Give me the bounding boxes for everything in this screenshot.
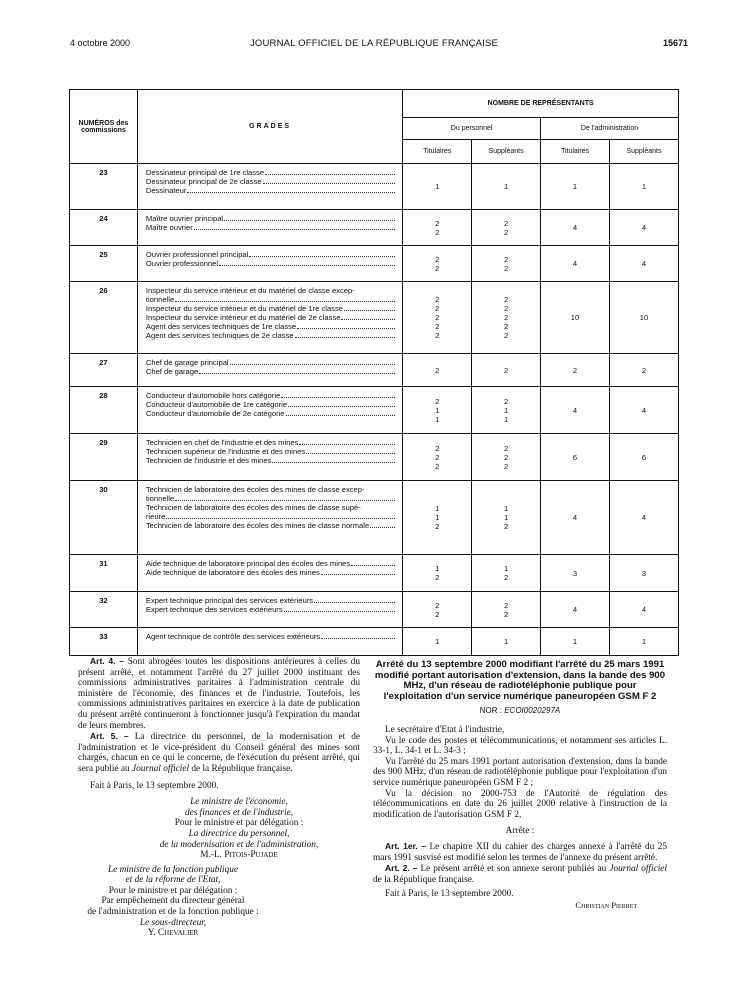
count-value: 2 — [503, 452, 509, 462]
journal-title: JOURNAL OFFICIEL DE LA RÉPUBLIQUE FRANÇAISE — [249, 38, 499, 49]
leader-dots — [314, 596, 395, 603]
art2-label: Art. 2. – — [385, 863, 418, 874]
art1-label: Art. 1er. – — [385, 840, 426, 851]
count-value: 2 — [503, 443, 509, 453]
grade-label: Expert technique des services extérieurs — [145, 605, 283, 614]
count-value: 2 — [503, 600, 509, 610]
commission-number: 31 — [70, 555, 138, 592]
grades-cell — [137, 354, 402, 387]
grade-line — [146, 409, 396, 418]
sig-line: Pour le ministre et par délégation : — [108, 885, 238, 896]
personnel-titulaires — [403, 434, 472, 481]
personnel-suppleants — [472, 210, 541, 246]
table-row — [70, 387, 679, 434]
commission-number: 33 — [70, 628, 138, 656]
count-value: 2 — [503, 227, 509, 237]
grade-line — [146, 259, 396, 268]
personnel-titulaires — [403, 592, 472, 628]
arrete-heading: Arrête : — [505, 826, 535, 837]
header-date: 4 octobre 2000 — [70, 38, 131, 48]
sig-line: Le ministre de l'économie, — [190, 797, 288, 808]
grade-line — [146, 632, 396, 641]
grade-line — [146, 400, 396, 409]
grade-label: Dessinateur — [145, 186, 187, 195]
art4-label: Art. 4. – — [90, 656, 124, 666]
grade-label: Technicien de laboratoire des écoles des mines de classe excep- — [145, 485, 365, 494]
grade-label: Technicien en chef de l'industrie et des mines — [145, 438, 299, 447]
leader-dots — [249, 250, 395, 257]
count-value: 2 — [435, 304, 440, 313]
personnel-suppleants — [472, 434, 541, 481]
leader-dots — [366, 485, 396, 492]
admin-titulaires: 3 — [541, 555, 610, 592]
commission-number: 23 — [70, 164, 138, 210]
personnel-titulaires — [403, 246, 472, 282]
admin-titulaires: 4 — [541, 592, 610, 628]
count-value: 2 — [435, 365, 440, 375]
commission-number: 25 — [70, 246, 138, 282]
commission-number: 28 — [70, 387, 138, 434]
admin-suppleants: 1 — [609, 164, 678, 210]
admin-titulaires: 4 — [541, 210, 610, 246]
nor-reference — [373, 706, 667, 717]
personnel-titulaires — [403, 628, 472, 656]
count-value: 2 — [503, 365, 509, 375]
leader-dots — [370, 521, 395, 528]
grade-line — [146, 447, 396, 456]
grades-cell — [137, 210, 402, 246]
leader-dots — [362, 503, 396, 510]
leader-dots — [284, 605, 396, 612]
leader-dots — [288, 400, 395, 407]
count-value: 2 — [503, 304, 509, 313]
personnel-titulaires — [403, 354, 472, 387]
leader-dots — [187, 186, 395, 193]
leader-dots — [341, 313, 395, 320]
grade-line — [146, 367, 396, 376]
personnel-titulaires — [403, 555, 472, 592]
grades-cell — [137, 164, 402, 210]
count-value: 1 — [503, 513, 509, 522]
grade-line — [146, 512, 396, 521]
art5-text-end: de la République française. — [191, 763, 293, 774]
grade-label: Ouvrier professionnel principal — [145, 250, 249, 259]
grade-label: Technicien de laboratoire des écoles des mines de classe normale — [145, 521, 370, 530]
header-du-personnel: Du personnel — [403, 118, 541, 140]
grade-label: tionnelle — [145, 494, 175, 503]
count-value: 1 — [435, 504, 440, 513]
header-de-administration: De l'administration — [541, 118, 679, 140]
leader-dots — [265, 168, 395, 175]
grade-label: Inspecteur du service intérieur et du matériel de 2e classe — [145, 313, 341, 322]
table-row — [70, 555, 679, 592]
grade-line — [146, 456, 396, 465]
left-column — [78, 656, 360, 939]
count-value: 2 — [435, 313, 440, 322]
leader-dots — [286, 409, 396, 416]
count-value: 2 — [503, 295, 509, 304]
count-value: 1 — [503, 637, 509, 646]
grade-line — [146, 485, 396, 494]
count-value: 2 — [503, 522, 509, 531]
sig-line: de l'administration et de la fonction publique : — [87, 907, 259, 918]
header-titulaires-admin: Titulaires — [541, 140, 610, 164]
leader-dots — [166, 512, 395, 519]
admin-suppleants: 10 — [609, 282, 678, 354]
leader-dots — [263, 177, 396, 184]
personnel-titulaires — [403, 481, 472, 555]
table-body — [70, 164, 679, 656]
admin-titulaires: 4 — [541, 481, 610, 555]
grade-label: Maître ouvrier principal — [145, 214, 224, 223]
table-row — [70, 628, 679, 656]
personnel-titulaires — [403, 282, 472, 354]
count-value: 1 — [503, 182, 509, 191]
personnel-suppleants — [472, 628, 541, 656]
grade-line — [146, 503, 396, 512]
grades-cell — [137, 246, 402, 282]
leader-dots — [230, 358, 396, 365]
count-value: 2 — [503, 263, 509, 273]
grade-line — [146, 295, 396, 304]
leader-dots — [224, 214, 395, 221]
grade-label: Inspecteur du service intérieur et du matériel de 1re classe — [145, 304, 343, 313]
count-value: 2 — [435, 227, 440, 237]
grade-label: Conducteur d'automobile de 1re catégorie — [145, 400, 288, 409]
sig-line: Pour le ministre et par délégation : — [174, 818, 304, 829]
leader-dots — [321, 632, 395, 639]
count-value: 2 — [435, 443, 440, 453]
header-suppleants: Suppléants — [472, 140, 541, 164]
grade-label: Aide technique de laboratoire des écoles des mines — [145, 568, 320, 577]
count-value: 1 — [435, 564, 440, 573]
grade-label: Inspecteur du service intérieur et du matériel de classe excep- — [145, 286, 355, 295]
sig-line: Par empêchement du directeur général — [101, 896, 245, 907]
count-value: 2 — [435, 396, 440, 406]
art1-text: Le chapitre XII du cahier des charges annexé à l'arrêté du 25 mars 1991 susvisé est modifié selon les termes de l'annexe du présent arrêté. — [373, 841, 668, 863]
personnel-titulaires — [403, 387, 472, 434]
grade-label: Expert technique principal des services extérieurs — [145, 596, 314, 605]
count-value: 1 — [503, 564, 509, 573]
personnel-suppleants — [472, 164, 541, 210]
paragraph: Vu le code des postes et télécommunications, et notamment ses articles L. 33-1, L. 34-1 et L. 34-3 ; — [373, 735, 667, 757]
count-value: 1 — [503, 405, 509, 415]
grade-label: Technicien de l'industrie et des mines — [145, 456, 272, 465]
grade-label: Maître ouvrier — [145, 223, 193, 232]
leader-dots — [297, 322, 395, 329]
grade-line — [146, 605, 396, 614]
journal-officiel-ref: Journal officiel — [609, 864, 668, 875]
leader-dots — [356, 286, 395, 293]
grade-label: rieure — [145, 512, 166, 521]
table-row — [70, 246, 679, 282]
grade-label: Agent des services techniques de 2e classe — [145, 331, 294, 340]
count-value: 2 — [503, 218, 509, 228]
art5-text: La directrice du personnel, de la modernisation et de l'administration et le vice-président du Conseil général des mines sont chargés, chacun en ce qui le concerne, de l'exécution du présent arrêté, qui sera publié au — [78, 732, 360, 774]
grade-label: Ouvrier professionnel — [145, 259, 219, 268]
grades-cell — [137, 628, 402, 656]
grade-line — [146, 322, 396, 331]
grades-cell — [137, 592, 402, 628]
table-row — [70, 434, 679, 481]
fait-a-paris: Fait à Paris, le 13 septembre 2000. — [90, 780, 219, 791]
count-value: 1 — [435, 637, 440, 646]
grades-cell — [137, 434, 402, 481]
grade-line — [146, 559, 396, 568]
grade-line — [146, 168, 396, 177]
art5-label: Art. 5. – — [90, 731, 129, 742]
grade-label: tionnelle — [145, 295, 175, 304]
count-value: 2 — [435, 600, 440, 610]
count-value: 2 — [435, 295, 440, 304]
grade-line — [146, 438, 396, 447]
grade-line — [146, 186, 396, 195]
fait-a-paris: Fait à Paris, le 13 septembre 2000. — [385, 889, 514, 900]
commission-number: 32 — [70, 592, 138, 628]
personnel-suppleants — [472, 246, 541, 282]
art2-text: Le présent arrêté et son annexe seront publiés au — [420, 864, 607, 875]
leader-dots — [272, 456, 395, 463]
grades-cell — [137, 555, 402, 592]
admin-suppleants: 1 — [609, 628, 678, 656]
nor-code: ECOI0020297A — [504, 706, 561, 716]
admin-titulaires: 2 — [541, 354, 610, 387]
leader-dots — [175, 295, 395, 302]
grade-label: Chef de garage principal — [145, 358, 229, 367]
personnel-suppleants — [472, 481, 541, 555]
admin-suppleants: 3 — [609, 555, 678, 592]
grade-line — [146, 214, 396, 223]
count-value: 2 — [503, 609, 509, 619]
grade-line — [146, 331, 396, 340]
admin-suppleants: 4 — [609, 592, 678, 628]
leader-dots — [281, 391, 395, 398]
leader-dots — [194, 223, 396, 230]
representatives-table — [69, 89, 679, 656]
admin-titulaires: 1 — [541, 628, 610, 656]
grades-cell — [137, 481, 402, 555]
paragraph: Vu l'arrêté du 25 mars 1991 portant autorisation d'extension, dans la bande des 900 MHz, d'un réseau de radiotéléphonie publique pour l'exploitation d'un service numérique paneuropéen GSM F 2 ; — [373, 756, 667, 788]
count-value: 2 — [435, 461, 440, 471]
grade-line — [146, 596, 396, 605]
count-value: 2 — [503, 322, 509, 331]
admin-titulaires: 4 — [541, 246, 610, 282]
grade-label: Chef de garage — [145, 367, 199, 376]
personnel-suppleants — [472, 555, 541, 592]
grade-label: Dessinateur principal de 2e classe — [145, 177, 262, 186]
grade-label: Dessinateur principal de 1re classe — [145, 168, 265, 177]
grade-label: Conducteur d'automobile hors catégorie — [145, 391, 281, 400]
count-value: 2 — [435, 573, 440, 582]
sig-line: Le sous-directeur, — [139, 917, 207, 928]
leader-dots — [306, 447, 395, 454]
count-value: 2 — [503, 254, 509, 264]
signatory-name: M.-L. Pitois-Pujade — [200, 850, 278, 861]
leader-dots — [199, 367, 395, 374]
header-nombre: NOMBRE DE REPRÉSENTANTS — [403, 90, 679, 118]
count-value: 1 — [435, 405, 440, 415]
commission-number: 27 — [70, 354, 138, 387]
count-value: 2 — [435, 218, 440, 228]
page-number: 15671 — [662, 38, 688, 48]
admin-suppleants: 4 — [609, 210, 678, 246]
count-value: 2 — [503, 331, 509, 340]
admin-suppleants: 4 — [609, 246, 678, 282]
leader-dots — [344, 304, 395, 311]
signatory-name: Y. Chevalier — [147, 928, 199, 939]
grade-line — [146, 250, 396, 259]
paragraph: Vu la décision no 2000-753 de l'Autorité de régulation des télécommunications en date du 26 juillet 2000 relative à l'instruction de la modification de l'autorisation GSM F 2, — [373, 788, 667, 820]
header-suppleants-admin: Suppléants — [609, 140, 678, 164]
grade-line — [146, 358, 396, 367]
commission-number: 24 — [70, 210, 138, 246]
personnel-suppleants — [472, 354, 541, 387]
table-row — [70, 282, 679, 354]
count-value: 2 — [503, 313, 509, 322]
admin-suppleants: 4 — [609, 481, 678, 555]
table-row — [70, 592, 679, 628]
table-row — [70, 164, 679, 210]
grade-line — [146, 313, 396, 322]
grades-cell — [137, 387, 402, 434]
count-value: 2 — [435, 609, 440, 619]
nor-label: NOR : — [479, 706, 502, 716]
header-commission-number: NUMÉROS des commissions — [70, 90, 138, 164]
count-value: 2 — [435, 522, 440, 531]
count-value: 2 — [435, 322, 440, 331]
personnel-suppleants — [472, 387, 541, 434]
admin-suppleants: 6 — [609, 434, 678, 481]
sig-line: des finances et de l'industrie, — [184, 807, 294, 818]
grade-label: Technicien supérieur de l'industrie et des mines — [145, 447, 306, 456]
count-value: 1 — [503, 414, 509, 424]
grade-label: Agent technique de contrôle des services extérieurs — [145, 632, 321, 641]
count-value: 2 — [435, 331, 440, 340]
commission-number: 29 — [70, 434, 138, 481]
page-header — [0, 38, 748, 52]
signatory-name: Christian Pierret — [575, 899, 637, 910]
sig-line: Le ministre de la fonction publique — [107, 864, 239, 875]
count-value: 1 — [435, 513, 440, 522]
admin-titulaires: 10 — [541, 282, 610, 354]
leader-dots — [295, 331, 396, 338]
count-value: 1 — [435, 414, 440, 424]
grade-line — [146, 286, 396, 295]
personnel-suppleants — [472, 282, 541, 354]
grade-line — [146, 391, 396, 400]
leader-dots — [351, 559, 395, 566]
count-value: 2 — [435, 263, 440, 273]
grade-line — [146, 494, 396, 503]
header-titulaires: Titulaires — [403, 140, 472, 164]
leader-dots — [321, 568, 395, 575]
admin-titulaires: 4 — [541, 387, 610, 434]
grade-line — [146, 568, 396, 577]
grade-label: Conducteur d'automobile de 2e catégorie — [145, 409, 285, 418]
admin-suppleants: 2 — [609, 354, 678, 387]
count-value: 2 — [435, 254, 440, 264]
sig-line: et de la réforme de l'Etat, — [125, 875, 221, 886]
grade-line — [146, 304, 396, 313]
sig-line: de la modernisation et de l'administration, — [159, 839, 319, 850]
sig-line: La directrice du personnel, — [188, 828, 290, 839]
art4-text: Sont abrogées toutes les dispositions antérieures à celles du présent arrêté, et notamment l'arrêté du 27 juillet 2000 instituant des commissions administratives paritaires à l'administration centrale du ministère de l'économie, des finances et de l'industrie. Toutefois, les commissions administratives paritaires en exercice à la date de publication du présent arrêté continueront à fonctionner jusqu'à l'expiration du mandat de leurs membres. — [78, 657, 360, 731]
leader-dots — [219, 259, 395, 266]
grade-line — [146, 223, 396, 232]
table-row — [70, 481, 679, 555]
grade-line — [146, 177, 396, 186]
grade-label: Technicien de laboratoire des écoles des mines de classe supé- — [145, 503, 361, 512]
personnel-titulaires — [403, 164, 472, 210]
admin-suppleants: 4 — [609, 387, 678, 434]
admin-titulaires: 6 — [541, 434, 610, 481]
table-row — [70, 354, 679, 387]
paragraph: Le secrétaire d'Etat à l'industrie, — [385, 724, 505, 735]
table-row — [70, 210, 679, 246]
count-value: 2 — [503, 461, 509, 471]
grade-label: Aide technique de laboratoire principal des écoles des mines — [145, 559, 351, 568]
grade-line — [146, 521, 396, 530]
count-value: 1 — [503, 504, 509, 513]
grade-label: Agent des services techniques de 1re classe — [145, 322, 297, 331]
admin-titulaires: 1 — [541, 164, 610, 210]
count-value: 1 — [435, 182, 440, 191]
personnel-suppleants — [472, 592, 541, 628]
header-grades: GRADES — [137, 90, 402, 164]
leader-dots — [299, 438, 395, 445]
grades-cell — [137, 282, 402, 354]
journal-officiel-ref: Journal officiel — [131, 763, 190, 774]
count-value: 2 — [435, 452, 440, 462]
commission-number: 30 — [70, 481, 138, 555]
count-value: 2 — [503, 573, 509, 582]
decree-title: Arrêté du 13 septembre 2000 modifiant l'arrêté du 25 mars 1991 modifié portant autorisation d'extension, dans la bande des 900 MHz, d'un réseau de radiotéléphonie publique pour l'exploitation d'un service numérique paneuropéen GSM F 2 — [374, 659, 666, 702]
leader-dots — [175, 494, 395, 501]
right-column — [373, 660, 667, 910]
art2-text-end: de la République française. — [373, 874, 475, 885]
commission-number: 26 — [70, 282, 138, 354]
personnel-titulaires — [403, 210, 472, 246]
count-value: 2 — [503, 396, 509, 406]
